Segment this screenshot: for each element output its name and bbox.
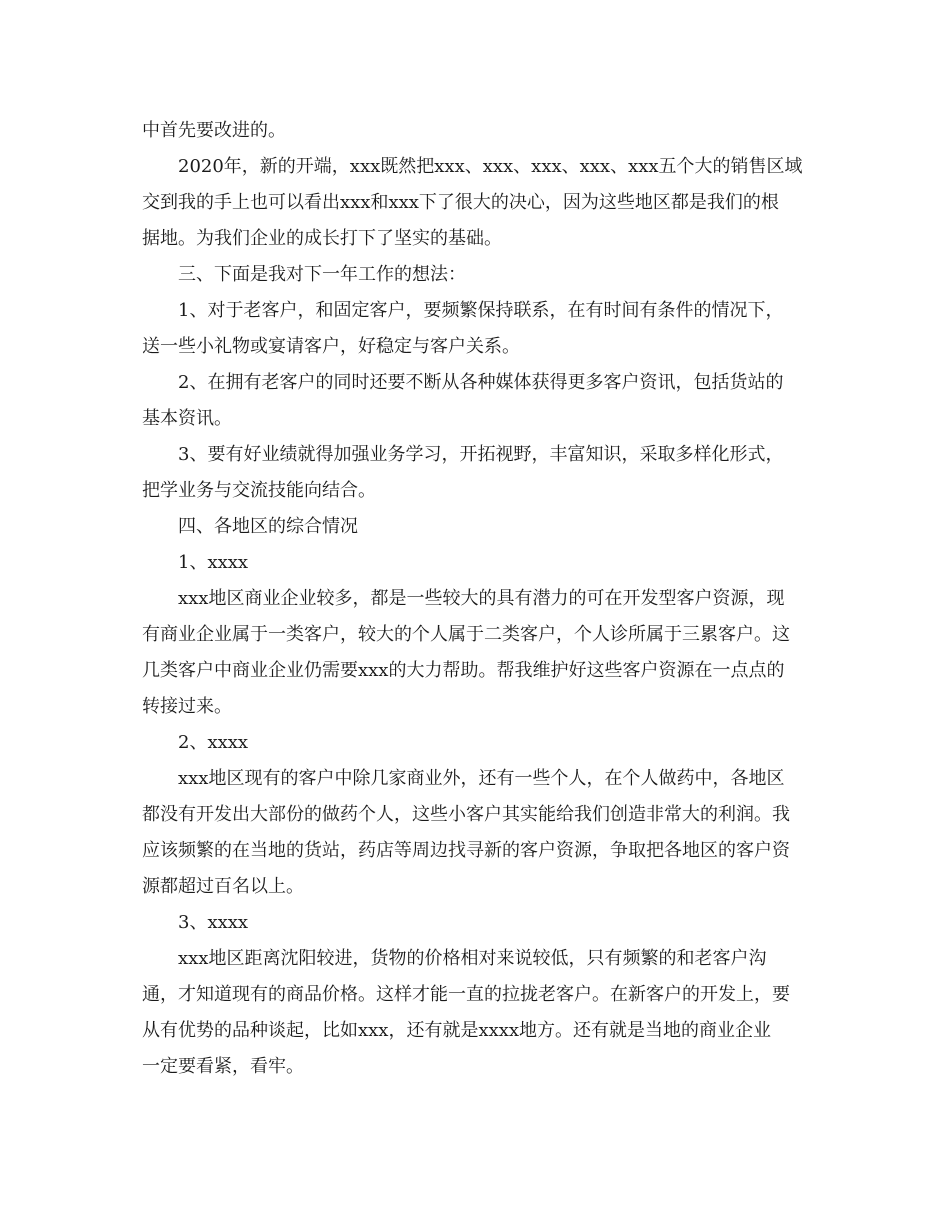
paragraph-start-line: xxx地区现有的客户中除几家商业外，还有一些个人，在个人做药中，各地区: [178, 768, 785, 789]
text-line: 通，才知道现有的商品价格。这样才能一直的拉拢老客户。在新客户的开发上，要: [142, 984, 790, 1005]
list-item-start-line: 3、要有好业绩就得加强业务学习，开拓视野，丰富知识，采取多样化形式，: [178, 444, 784, 465]
text-line: 一定要看紧，看牢。: [142, 1056, 304, 1077]
text-line: 交到我的手上也可以看出xxx和xxx下了很大的决心，因为这些地区都是我们的根: [142, 192, 779, 213]
text-line: 基本资讯。: [142, 408, 232, 429]
list-item-start-line: 1、对于老客户，和固定客户，要频繁保持联系，在有时间有条件的情况下，: [178, 300, 784, 321]
text-line: 有商业企业属于一类客户，较大的个人属于二类客户，个人诊所属于三累客户。这: [142, 624, 790, 645]
document-body: [142, 113, 810, 1085]
list-item-start-line: 2、在拥有老客户的同时还要不断从各种媒体获得更多客户资讯，包括货站的: [178, 372, 784, 393]
text-line: 应该频繁的在当地的货站，药店等周边找寻新的客户资源，争取把各地区的客户资: [142, 840, 790, 861]
text-line: 据地。为我们企业的成长打下了坚实的基础。: [142, 228, 502, 249]
subsection-heading: 3、xxxx: [178, 912, 249, 933]
text-line: 转接过来。: [142, 696, 232, 717]
paragraph-start-line: 2020年，新的开端，xxx既然把xxx、xxx、xxx、xxx、xxx五个大的销售区域: [178, 156, 803, 177]
text-line: 把学业务与交流技能向结合。: [142, 480, 376, 501]
subsection-heading: 1、xxxx: [178, 552, 249, 573]
text-line: 送一些小礼物或宴请客户，好稳定与客户关系。: [142, 336, 520, 357]
section-heading: 四、各地区的综合情况: [178, 516, 358, 537]
text-line: 源都超过百名以上。: [142, 876, 304, 897]
paragraph-start-line: xxx地区距离沈阳较进，货物的价格相对来说较低，只有频繁的和老客户沟: [178, 948, 767, 969]
text-line: 几类客户中商业企业仍需要xxx的大力帮助。帮我维护好这些客户资源在一点点的: [142, 660, 785, 681]
paragraph-start-line: xxx地区商业企业较多，都是一些较大的具有潜力的可在开发型客户资源，现: [178, 588, 785, 609]
text-line: 都没有开发出大部份的做药个人，这些小客户其实能给我们创造非常大的利润。我: [142, 804, 790, 825]
text-line: 中首先要改进的。: [142, 120, 286, 141]
text-line: 从有优势的品种谈起，比如xxx，还有就是xxxx地方。还有就是当地的商业企业: [142, 1020, 772, 1041]
section-heading: 三、下面是我对下一年工作的想法：: [178, 264, 466, 285]
subsection-heading: 2、xxxx: [178, 732, 249, 753]
